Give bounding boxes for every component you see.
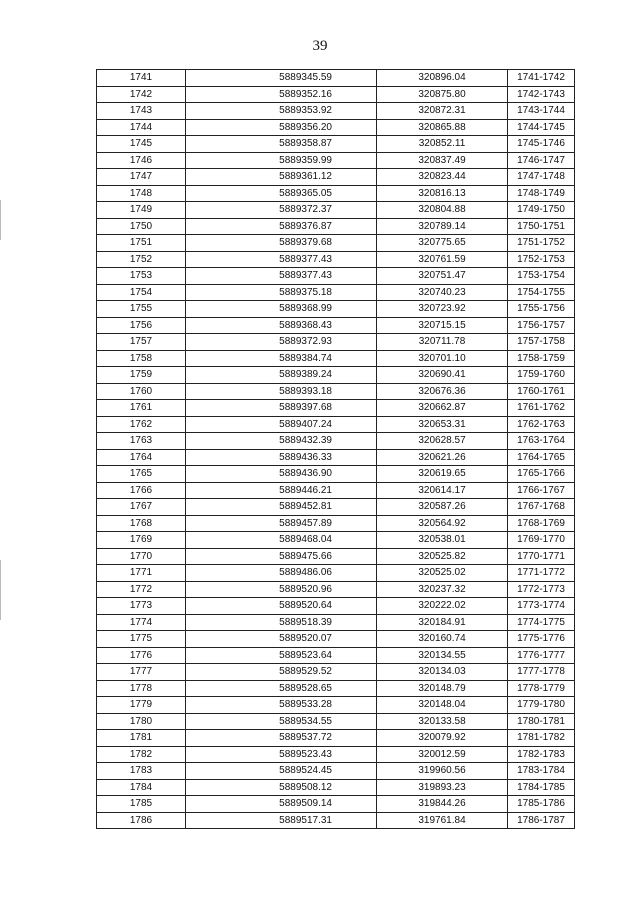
point-number-cell: 1778	[97, 680, 186, 697]
y-coordinate-cell: 319761.84	[377, 812, 508, 829]
table-row	[97, 796, 575, 813]
y-coordinate-cell: 320184.91	[377, 614, 508, 631]
segment-cell: 1772-1773	[508, 581, 575, 598]
segment-cell: 1743-1744	[508, 103, 575, 120]
y-coordinate-cell: 319960.56	[377, 763, 508, 780]
table-row	[97, 119, 575, 136]
x-coordinate-cell: 5889446.21	[186, 482, 377, 499]
table-row	[97, 499, 575, 516]
y-coordinate-cell: 320872.31	[377, 103, 508, 120]
segment-cell: 1777-1778	[508, 664, 575, 681]
table-row	[97, 532, 575, 549]
point-number-cell: 1755	[97, 301, 186, 318]
point-number-cell: 1757	[97, 334, 186, 351]
x-coordinate-cell: 5889508.12	[186, 779, 377, 796]
table-row	[97, 647, 575, 664]
table-row	[97, 631, 575, 648]
point-number-cell: 1780	[97, 713, 186, 730]
point-number-cell: 1741	[97, 70, 186, 87]
table-row	[97, 449, 575, 466]
y-coordinate-cell: 319893.23	[377, 779, 508, 796]
y-coordinate-cell: 320525.82	[377, 548, 508, 565]
table-row	[97, 136, 575, 153]
y-coordinate-cell: 320789.14	[377, 218, 508, 235]
y-coordinate-cell: 320621.26	[377, 449, 508, 466]
table-row	[97, 565, 575, 582]
segment-cell: 1773-1774	[508, 598, 575, 615]
point-number-cell: 1752	[97, 251, 186, 268]
y-coordinate-cell: 320237.32	[377, 581, 508, 598]
segment-cell: 1785-1786	[508, 796, 575, 813]
table-row	[97, 713, 575, 730]
x-coordinate-cell: 5889345.59	[186, 70, 377, 87]
point-number-cell: 1773	[97, 598, 186, 615]
table-row	[97, 548, 575, 565]
point-number-cell: 1768	[97, 515, 186, 532]
x-coordinate-cell: 5889436.90	[186, 466, 377, 483]
point-number-cell: 1745	[97, 136, 186, 153]
x-coordinate-cell: 5889518.39	[186, 614, 377, 631]
x-coordinate-cell: 5889436.33	[186, 449, 377, 466]
x-coordinate-cell: 5889509.14	[186, 796, 377, 813]
x-coordinate-cell: 5889475.66	[186, 548, 377, 565]
segment-cell: 1779-1780	[508, 697, 575, 714]
table-row	[97, 680, 575, 697]
x-coordinate-cell: 5889523.43	[186, 746, 377, 763]
table-row	[97, 746, 575, 763]
y-coordinate-cell: 320628.57	[377, 433, 508, 450]
x-coordinate-cell: 5889520.07	[186, 631, 377, 648]
point-number-cell: 1743	[97, 103, 186, 120]
point-number-cell: 1764	[97, 449, 186, 466]
table-row	[97, 185, 575, 202]
y-coordinate-cell: 320587.26	[377, 499, 508, 516]
point-number-cell: 1763	[97, 433, 186, 450]
segment-cell: 1780-1781	[508, 713, 575, 730]
segment-cell: 1775-1776	[508, 631, 575, 648]
x-coordinate-cell: 5889534.55	[186, 713, 377, 730]
point-number-cell: 1774	[97, 614, 186, 631]
y-coordinate-cell: 320740.23	[377, 284, 508, 301]
point-number-cell: 1747	[97, 169, 186, 186]
x-coordinate-cell: 5889375.18	[186, 284, 377, 301]
segment-cell: 1776-1777	[508, 647, 575, 664]
x-coordinate-cell: 5889376.87	[186, 218, 377, 235]
point-number-cell: 1753	[97, 268, 186, 285]
point-number-cell: 1765	[97, 466, 186, 483]
segment-cell: 1744-1745	[508, 119, 575, 136]
point-number-cell: 1758	[97, 350, 186, 367]
point-number-cell: 1751	[97, 235, 186, 252]
table-row	[97, 284, 575, 301]
point-number-cell: 1766	[97, 482, 186, 499]
table-row	[97, 202, 575, 219]
point-number-cell: 1762	[97, 416, 186, 433]
x-coordinate-cell: 5889377.43	[186, 268, 377, 285]
y-coordinate-cell: 320525.02	[377, 565, 508, 582]
x-coordinate-cell: 5889529.52	[186, 664, 377, 681]
x-coordinate-cell: 5889468.04	[186, 532, 377, 549]
point-number-cell: 1781	[97, 730, 186, 747]
x-coordinate-cell: 5889524.45	[186, 763, 377, 780]
table-row	[97, 598, 575, 615]
x-coordinate-cell: 5889372.37	[186, 202, 377, 219]
table-row	[97, 70, 575, 87]
x-coordinate-cell: 5889533.28	[186, 697, 377, 714]
x-coordinate-cell: 5889520.64	[186, 598, 377, 615]
table-row	[97, 383, 575, 400]
segment-cell: 1765-1766	[508, 466, 575, 483]
point-number-cell: 1744	[97, 119, 186, 136]
x-coordinate-cell: 5889353.92	[186, 103, 377, 120]
y-coordinate-cell: 320804.88	[377, 202, 508, 219]
y-coordinate-cell: 320775.65	[377, 235, 508, 252]
table-row	[97, 614, 575, 631]
table-row	[97, 301, 575, 318]
x-coordinate-cell: 5889356.20	[186, 119, 377, 136]
table-row	[97, 515, 575, 532]
page-edge-mark	[0, 200, 1, 240]
segment-cell: 1750-1751	[508, 218, 575, 235]
y-coordinate-cell: 320160.74	[377, 631, 508, 648]
segment-cell: 1751-1752	[508, 235, 575, 252]
table-row	[97, 812, 575, 829]
y-coordinate-cell: 320653.31	[377, 416, 508, 433]
y-coordinate-cell: 320538.01	[377, 532, 508, 549]
table-row	[97, 350, 575, 367]
table-row	[97, 466, 575, 483]
y-coordinate-cell: 320676.36	[377, 383, 508, 400]
point-number-cell: 1784	[97, 779, 186, 796]
segment-cell: 1755-1756	[508, 301, 575, 318]
y-coordinate-cell: 320690.41	[377, 367, 508, 384]
y-coordinate-cell: 320134.55	[377, 647, 508, 664]
x-coordinate-cell: 5889517.31	[186, 812, 377, 829]
point-number-cell: 1772	[97, 581, 186, 598]
segment-cell: 1786-1787	[508, 812, 575, 829]
page-edge-mark	[0, 560, 1, 620]
table-row	[97, 169, 575, 186]
y-coordinate-cell: 320837.49	[377, 152, 508, 169]
x-coordinate-cell: 5889397.68	[186, 400, 377, 417]
coordinates-table	[96, 69, 575, 829]
y-coordinate-cell: 320723.92	[377, 301, 508, 318]
table-row	[97, 268, 575, 285]
segment-cell: 1742-1743	[508, 86, 575, 103]
table-row	[97, 103, 575, 120]
point-number-cell: 1767	[97, 499, 186, 516]
table-row	[97, 317, 575, 334]
x-coordinate-cell: 5889379.68	[186, 235, 377, 252]
y-coordinate-cell: 320875.80	[377, 86, 508, 103]
y-coordinate-cell: 320662.87	[377, 400, 508, 417]
x-coordinate-cell: 5889384.74	[186, 350, 377, 367]
table-row	[97, 697, 575, 714]
point-number-cell: 1760	[97, 383, 186, 400]
segment-cell: 1778-1779	[508, 680, 575, 697]
segment-cell: 1757-1758	[508, 334, 575, 351]
y-coordinate-cell: 320614.17	[377, 482, 508, 499]
table-row	[97, 730, 575, 747]
y-coordinate-cell: 320896.04	[377, 70, 508, 87]
segment-cell: 1752-1753	[508, 251, 575, 268]
table-row	[97, 235, 575, 252]
x-coordinate-cell: 5889432.39	[186, 433, 377, 450]
y-coordinate-cell: 320711.78	[377, 334, 508, 351]
point-number-cell: 1771	[97, 565, 186, 582]
segment-cell: 1756-1757	[508, 317, 575, 334]
y-coordinate-cell: 320134.03	[377, 664, 508, 681]
point-number-cell: 1750	[97, 218, 186, 235]
table-row	[97, 779, 575, 796]
table-row	[97, 367, 575, 384]
y-coordinate-cell: 320816.13	[377, 185, 508, 202]
segment-cell: 1762-1763	[508, 416, 575, 433]
segment-cell: 1784-1785	[508, 779, 575, 796]
point-number-cell: 1785	[97, 796, 186, 813]
point-number-cell: 1756	[97, 317, 186, 334]
point-number-cell: 1770	[97, 548, 186, 565]
x-coordinate-cell: 5889537.72	[186, 730, 377, 747]
point-number-cell: 1783	[97, 763, 186, 780]
segment-cell: 1782-1783	[508, 746, 575, 763]
segment-cell: 1770-1771	[508, 548, 575, 565]
segment-cell: 1748-1749	[508, 185, 575, 202]
point-number-cell: 1777	[97, 664, 186, 681]
table-row	[97, 664, 575, 681]
segment-cell: 1758-1759	[508, 350, 575, 367]
x-coordinate-cell: 5889393.18	[186, 383, 377, 400]
table-row	[97, 251, 575, 268]
point-number-cell: 1761	[97, 400, 186, 417]
y-coordinate-cell: 320823.44	[377, 169, 508, 186]
table-row	[97, 482, 575, 499]
x-coordinate-cell: 5889407.24	[186, 416, 377, 433]
segment-cell: 1771-1772	[508, 565, 575, 582]
table-row	[97, 581, 575, 598]
coordinates-table-body	[97, 70, 575, 829]
x-coordinate-cell: 5889361.12	[186, 169, 377, 186]
segment-cell: 1769-1770	[508, 532, 575, 549]
segment-cell: 1781-1782	[508, 730, 575, 747]
segment-cell: 1764-1765	[508, 449, 575, 466]
segment-cell: 1766-1767	[508, 482, 575, 499]
segment-cell: 1746-1747	[508, 152, 575, 169]
x-coordinate-cell: 5889528.65	[186, 680, 377, 697]
table-row	[97, 763, 575, 780]
y-coordinate-cell: 320012.59	[377, 746, 508, 763]
x-coordinate-cell: 5889368.99	[186, 301, 377, 318]
y-coordinate-cell: 320222.02	[377, 598, 508, 615]
y-coordinate-cell: 320751.47	[377, 268, 508, 285]
x-coordinate-cell: 5889359.99	[186, 152, 377, 169]
point-number-cell: 1759	[97, 367, 186, 384]
point-number-cell: 1786	[97, 812, 186, 829]
segment-cell: 1753-1754	[508, 268, 575, 285]
table-row	[97, 152, 575, 169]
segment-cell: 1760-1761	[508, 383, 575, 400]
segment-cell: 1754-1755	[508, 284, 575, 301]
point-number-cell: 1769	[97, 532, 186, 549]
x-coordinate-cell: 5889486.06	[186, 565, 377, 582]
point-number-cell: 1782	[97, 746, 186, 763]
point-number-cell: 1746	[97, 152, 186, 169]
x-coordinate-cell: 5889372.93	[186, 334, 377, 351]
point-number-cell: 1742	[97, 86, 186, 103]
segment-cell: 1747-1748	[508, 169, 575, 186]
x-coordinate-cell: 5889365.05	[186, 185, 377, 202]
page-number: 39	[312, 38, 328, 54]
segment-cell: 1749-1750	[508, 202, 575, 219]
y-coordinate-cell: 320148.79	[377, 680, 508, 697]
table-row	[97, 433, 575, 450]
y-coordinate-cell: 320715.15	[377, 317, 508, 334]
y-coordinate-cell: 320761.59	[377, 251, 508, 268]
x-coordinate-cell: 5889520.96	[186, 581, 377, 598]
y-coordinate-cell: 320148.04	[377, 697, 508, 714]
segment-cell: 1761-1762	[508, 400, 575, 417]
y-coordinate-cell: 320079.92	[377, 730, 508, 747]
table-row	[97, 218, 575, 235]
segment-cell: 1745-1746	[508, 136, 575, 153]
x-coordinate-cell: 5889452.81	[186, 499, 377, 516]
table-row	[97, 400, 575, 417]
table-row	[97, 86, 575, 103]
x-coordinate-cell: 5889352.16	[186, 86, 377, 103]
x-coordinate-cell: 5889377.43	[186, 251, 377, 268]
segment-cell: 1741-1742	[508, 70, 575, 87]
segment-cell: 1774-1775	[508, 614, 575, 631]
point-number-cell: 1776	[97, 647, 186, 664]
y-coordinate-cell: 320564.92	[377, 515, 508, 532]
y-coordinate-cell: 320619.65	[377, 466, 508, 483]
table-row	[97, 334, 575, 351]
y-coordinate-cell: 320701.10	[377, 350, 508, 367]
x-coordinate-cell: 5889523.64	[186, 647, 377, 664]
point-number-cell: 1754	[97, 284, 186, 301]
segment-cell: 1767-1768	[508, 499, 575, 516]
segment-cell: 1763-1764	[508, 433, 575, 450]
point-number-cell: 1748	[97, 185, 186, 202]
x-coordinate-cell: 5889457.89	[186, 515, 377, 532]
y-coordinate-cell: 320133.58	[377, 713, 508, 730]
x-coordinate-cell: 5889368.43	[186, 317, 377, 334]
y-coordinate-cell: 320865.88	[377, 119, 508, 136]
x-coordinate-cell: 5889389.24	[186, 367, 377, 384]
point-number-cell: 1779	[97, 697, 186, 714]
segment-cell: 1783-1784	[508, 763, 575, 780]
table-row	[97, 416, 575, 433]
point-number-cell: 1749	[97, 202, 186, 219]
point-number-cell: 1775	[97, 631, 186, 648]
x-coordinate-cell: 5889358.87	[186, 136, 377, 153]
y-coordinate-cell: 319844.26	[377, 796, 508, 813]
segment-cell: 1759-1760	[508, 367, 575, 384]
segment-cell: 1768-1769	[508, 515, 575, 532]
y-coordinate-cell: 320852.11	[377, 136, 508, 153]
